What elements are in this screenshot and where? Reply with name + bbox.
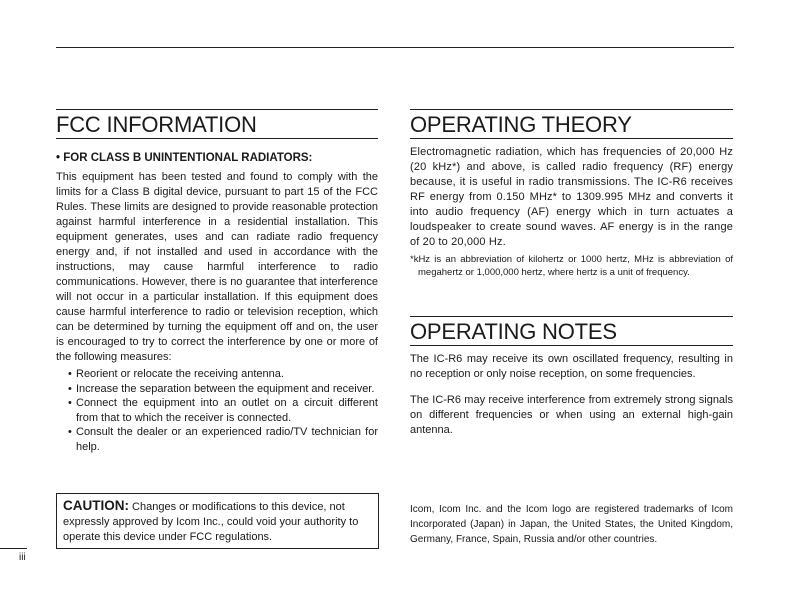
caution-label: CAUTION: [63,498,129,513]
page-number: iii [19,552,26,563]
notes-para-2: The IC-R6 may receive interference from extremely strong signals on different frequencies or when using an external high-gain antenna. [410,394,733,436]
fcc-section [56,109,378,454]
notes-para-1: The IC-R6 may receive its own oscillated frequency, resulting in no reception or only noise reception, on some frequencies. [410,353,733,380]
fcc-subheading: • FOR CLASS B UNINTENTIONAL RADIATORS: [56,152,313,164]
caution-box [56,493,379,549]
fcc-measure-item: • Connect the equipment into an outlet on a circuit different from that to which the receiver is connected. [68,396,378,425]
top-rule [56,47,734,48]
theory-section [410,109,733,279]
caution-text: Changes or modifications to this device, not expressly approved by Icom Inc., could void your authority to operate this device under FCC regulations. [63,501,359,543]
fcc-measure-item: • Consult the dealer or an experienced radio/TV technician for help. [68,425,378,454]
page-number-rule [0,548,27,549]
theory-footnote: *kHz is an abbreviation of kilohertz or 1000 hertz, MHz is abbreviation of megahertz or 1,000,000 hertz, where hertz is a unit of frequency. [410,254,733,278]
trademark-notice: Icom, Icom Inc. and the Icom logo are registered trademarks of Icom Incorporated (Japan) in Japan, the United States, the United Kingdom, Germany, France, Spain, Russia and/or other countries. [410,504,733,545]
fcc-measure-item: • Increase the separation between the equipment and receiver. [68,382,378,397]
notes-section [410,316,733,438]
notes-heading: OPERATING NOTES [410,316,733,346]
fcc-measures-list [56,367,378,454]
fcc-body: This equipment has been tested and found to comply with the limits for a Class B digital device, pursuant to part 15 of the FCC Rules. These limits are designed to provide reasonable protection against harmful interference in a residential installation. This equipment generates, uses and can radiate radio frequency energy and, if not installed and used in accordance with the instructions, may cause harmful interference to radio communications. However, there is no guarantee that interference will not occur in a particular installation. If this equipment does cause harmful interference to radio or television reception, which can be determined by turning the equipment off and on, the user is encouraged to try to correct the interference by one or more of the following measures: [56,171,378,363]
theory-body: Electromagnetic radiation, which has frequencies of 20,000 Hz (20 kHz*) and above, is called radio frequency (RF) energy because, it is useful in radio transmissions. The IC-R6 receives RF energy from 0.150 MHz* to 1309.995 MHz and converts it into audio frequency (AF) energy which in turn actuates a loudspeaker to create sound waves. AF energy is in the range of 20 to 20,000 Hz. [410,146,733,248]
fcc-measure-item: • Reorient or relocate the receiving antenna. [68,367,378,382]
theory-heading: OPERATING THEORY [410,109,733,139]
fcc-heading: FCC INFORMATION [56,109,378,139]
